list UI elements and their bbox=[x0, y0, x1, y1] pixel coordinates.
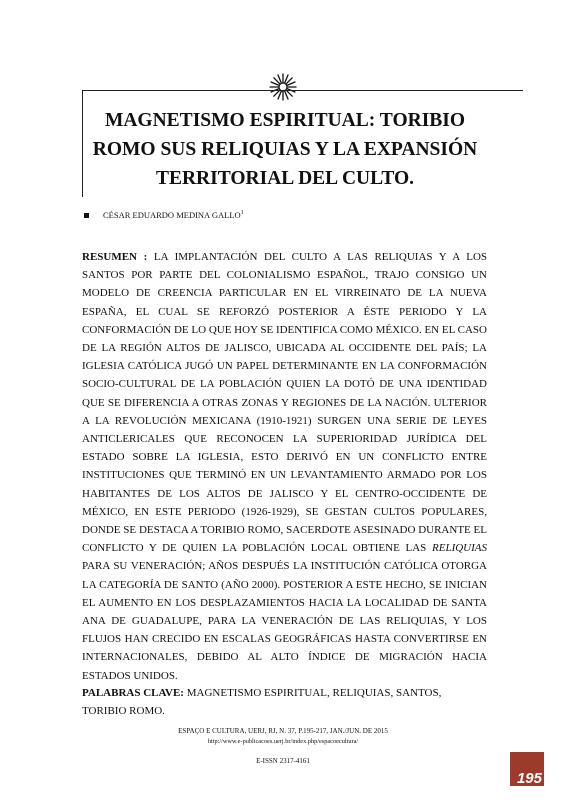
keywords-label: PALABRAS CLAVE: bbox=[82, 687, 184, 699]
page-number: 195 bbox=[516, 770, 542, 787]
journal-citation bbox=[70, 727, 496, 746]
page-number-box bbox=[510, 752, 544, 786]
journal-reference: ESPAÇO E CULTURA, UERJ, RJ, N. 37, P.195-217, JAN./JUN. DE 2015 bbox=[178, 727, 388, 735]
keywords bbox=[82, 684, 487, 720]
article-title bbox=[90, 106, 480, 193]
journal-url[interactable]: http://www.e-publicacoes.uerj.br/index.php/espacoecultura/ bbox=[207, 737, 359, 745]
author-line bbox=[84, 210, 244, 220]
keywords-text: MAGNETISMO ESPIRITUAL, RELIQUIAS, SANTOS, TORIBIO ROMO. bbox=[82, 687, 442, 718]
title-line-1: MAGNETISMO ESPIRITUAL: TORIBIO bbox=[104, 110, 466, 131]
abstract-text-1: LA IMPLANTACIÓN DEL CULTO A LAS RELIQUIAS Y A LOS SANTOS POR PARTE DEL COLONIALISMO ESPAÑOL, TRAJO CONSIGO UN MODELO DE CREENCIA PARTICULAR EN EL VIRREINATO DE LA NUEVA ESPAÑA, EL CUAL SE REFORZÓ POSTERIOR A ÉSTE PERIODO Y LA CONFORMACIÓN DE LO QUE HOY SE IDENTIFICA COMO MÉXICO. EN EL CASO DE LA REGIÓN ALTOS DE JALISCO, UBICADA AL OCCIDENTE DEL PAÍS; LA IGLESIA CATÓLICA JUGÓ UN PAPEL DETERMINANTE EN LA CONFORMACIÓN SOCIO-CULTURAL DE LA POBLACIÓN QUIEN LA DOTÓ DE UNA IDENTIDAD QUE SE DIFERENCIA A OTRAS ZONAS Y REGIONES DE LA NACIÓN. ULTERIOR A LA REVOLUCIÓN MEXICANA (1910-1921) SURGEN UNA SERIE DE LEYES ANTICLERICALES QUE RECONOCEN LA SUPERIORIDAD JURÍDICA DEL ESTADO SOBRE LA IGLESIA, ESTO DERIVÓ EN UN CONFLICTO ENTRE INSTITUCIONES QUE TERMINÓ EN UN LEVANTAMIENTO ARMADO POR LOS HABITANTES DE LOS ALTOS DE JALISCO Y EL CENTRO-OCCIDENTE DE MÉXICO, EN ESTE PERIODO (1926-1929), SE GESTAN CULTOS POPULARES, DONDE SE DESTACA A TORIBIO ROMO, SACERDOTE ASESINADO DURANTE EL CONFLICTO Y DE QUIEN LA POBLACIÓN LOCAL OBTIENE LAS bbox=[82, 251, 488, 555]
author-footnote-mark[interactable]: 1 bbox=[240, 210, 244, 217]
title-line-3: TERRITORIAL DEL CULTO. bbox=[155, 168, 415, 189]
abstract-label: RESUMEN : bbox=[82, 251, 148, 263]
abstract-text-2: PARA SU VENERACIÓN; AÑOS DESPUÉS LA INSTITUCIÓN CATÓLICA OTORGA LA CATEGORÍA DE SANTO (AÑO 2000). POSTERIOR A ESTE HECHO, SE INICIAN EL AUMENTO EN LOS DESPLAZAMIENTOS HACIA LA LOCALIDAD DE SANTA ANA DE GUADALUPE, PARA LA VENERACIÓN DE LAS RELIQUIAS, Y LOS FLUJOS HAN CRECIDO EN ESCALAS GEOGRÁFICAS HASTA CONVERTIRSE EN INTERNACIONALES, DEBIDO AL ALTO ÍNDICE DE MIGRACIÓN HACIA ESTADOS UNIDOS. bbox=[82, 560, 487, 682]
title-line-2: ROMO SUS RELIQUIAS Y LA EXPANSIÓN bbox=[92, 139, 478, 160]
issn: E-ISSN 2317-4161 bbox=[256, 757, 310, 765]
abstract-italic-term: RELIQUIAS bbox=[432, 542, 488, 555]
author-name: CÉSAR EDUARDO MEDINA GALLO bbox=[103, 210, 241, 220]
bullet-icon bbox=[84, 213, 89, 218]
abstract bbox=[82, 248, 487, 685]
